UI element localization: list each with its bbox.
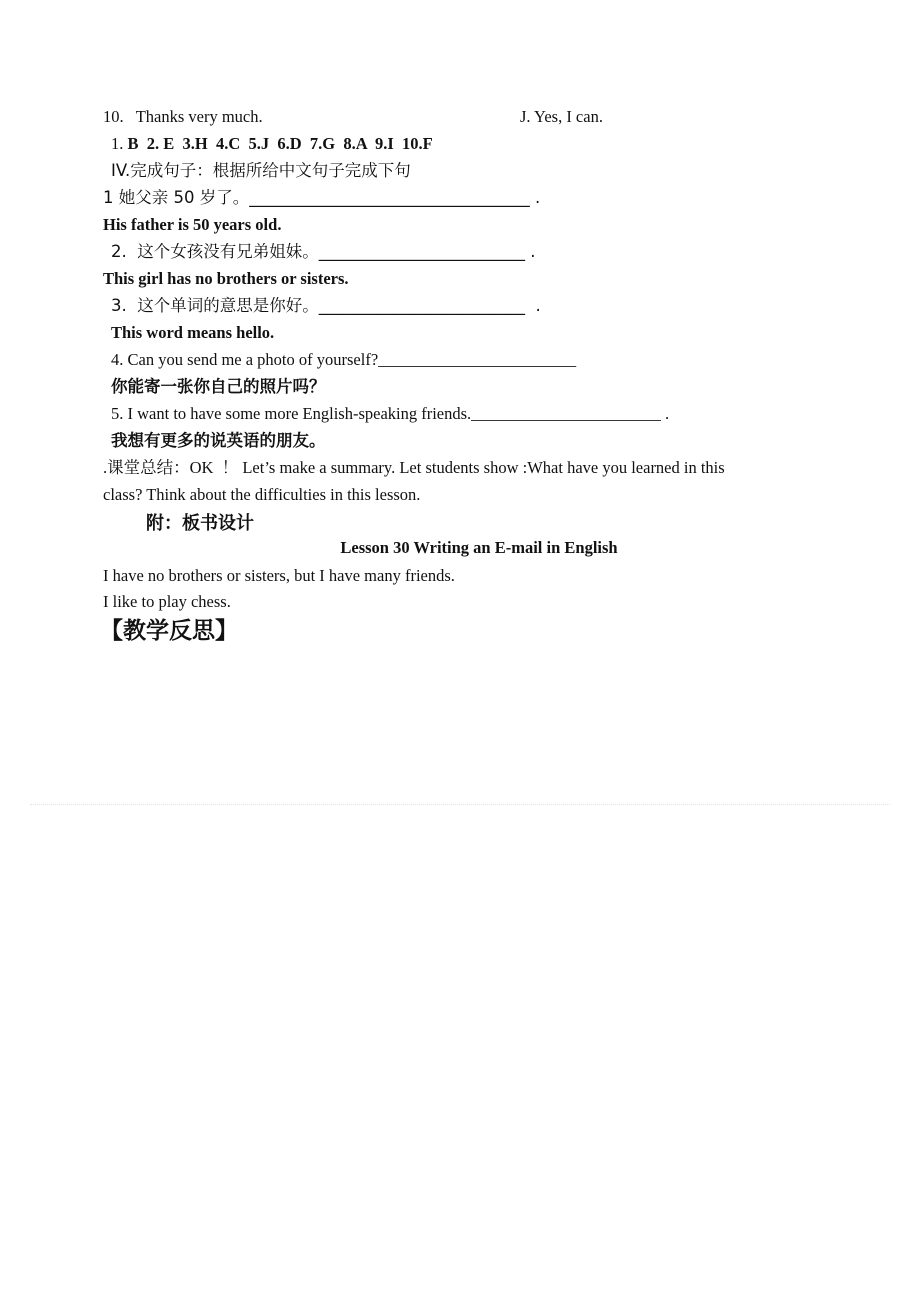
question-1: 1 她父亲 50 岁了。__________________________________ .	[103, 188, 541, 207]
answer-key	[111, 134, 433, 154]
answer-key-values: B 2. E 3.H 4.C 5.J 6.D 7.G 8.A 9.I 10.F	[127, 134, 433, 153]
page-divider	[30, 804, 890, 805]
match-item-10-left: 10. Thanks very much.	[103, 107, 263, 126]
answer-5: 我想有更多的说英语的朋友。	[111, 431, 326, 450]
question-3: 3. 这个单词的意思是你好。_________________________ .	[111, 296, 541, 315]
answer-key-label: 1.	[111, 134, 124, 153]
appendix-heading: 附：板书设计	[146, 513, 254, 534]
match-item-10-right: J. Yes, I can.	[520, 107, 603, 126]
reflection-heading: 【教学反思】	[100, 618, 238, 644]
answer-4: 你能寄一张你自己的照片吗？	[111, 377, 326, 396]
answer-2: This girl has no brothers or sisters.	[103, 269, 349, 288]
board-line-1: I have no brothers or sisters, but I have many friends.	[103, 566, 455, 585]
question-2: 2. 这个女孩没有兄弟姐妹。_________________________ .	[111, 242, 536, 261]
board-title: Lesson 30 Writing an E-mail in English	[340, 538, 618, 557]
section-iv-title: IV.完成句子：根据所给中文句子完成下句	[111, 161, 411, 180]
summary-line-2: class? Think about the difficulties in this lesson.	[103, 485, 421, 504]
answer-1: His father is 50 years old.	[103, 215, 282, 234]
answer-3: This word means hello.	[111, 323, 275, 342]
board-line-2: I like to play chess.	[103, 592, 231, 611]
summary-line-1: .课堂总结：OK ！ Let’s make a summary. Let students show :What have you learned in this	[103, 458, 725, 477]
question-5: 5. I want to have some more English-speaking friends._______________________ .	[111, 404, 670, 423]
question-4: 4. Can you send me a photo of yourself?________________________	[111, 350, 577, 369]
